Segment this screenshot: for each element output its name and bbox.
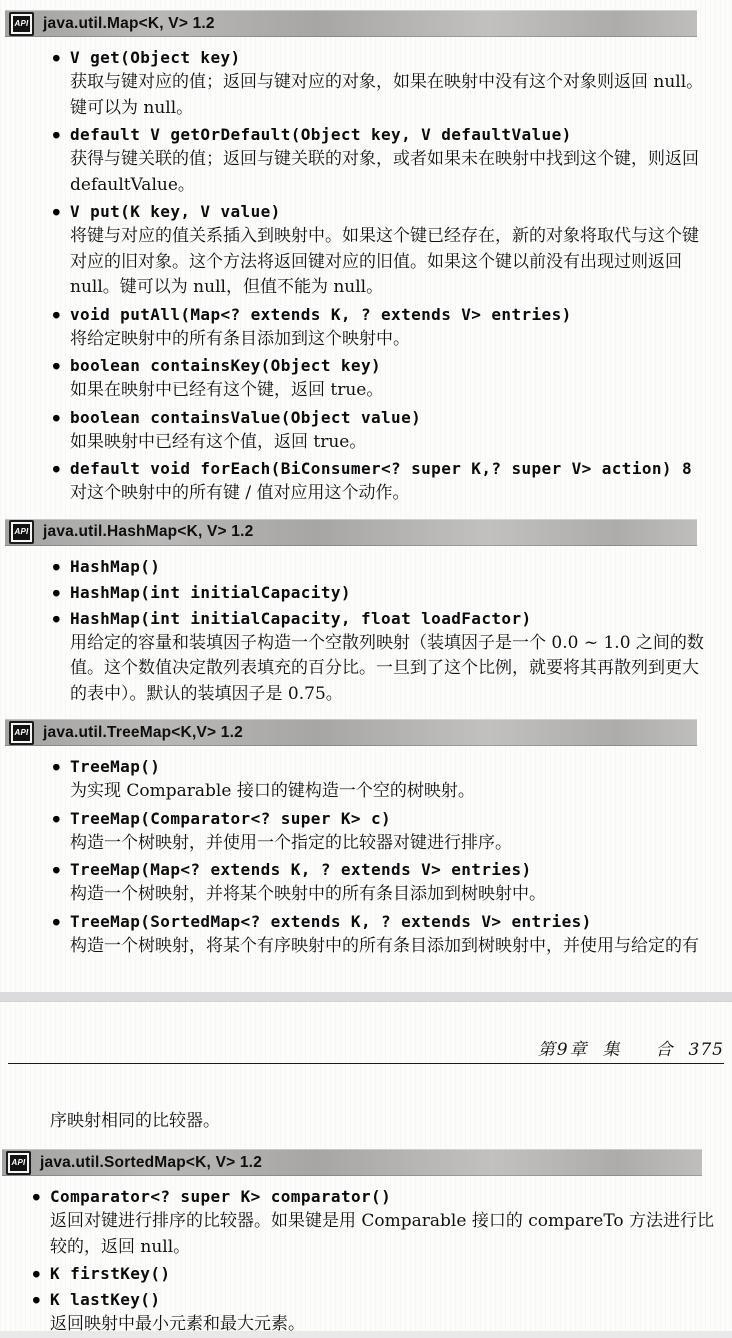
method-signature-text: default V getOrDefault(Object key, V defaultValue) <box>70 125 572 144</box>
method-description-line: 构造一个树映射，将某个有序映射中的所有条目添加到树映射中，并使用与给定的有 <box>70 935 699 956</box>
bullet-icon: ● <box>33 1293 41 1306</box>
bullet-icon: ● <box>53 760 61 773</box>
bullet-icon: ● <box>53 559 61 573</box>
api-section-header-sortedmap <box>2 1149 702 1176</box>
method-signature <box>53 45 718 70</box>
api-section-title: java.util.Map<K, V> 1.2 <box>43 14 215 32</box>
chapter-label: 第9章 <box>537 1040 589 1060</box>
method-signature-text: K firstKey() <box>50 1264 171 1283</box>
method-signature <box>53 554 718 579</box>
api-method-item <box>53 606 718 708</box>
method-description-line: 为实现 Comparable 接口的键构造一个空的树映射。 <box>70 781 475 801</box>
api-method-item <box>53 45 718 121</box>
bullet-icon: ● <box>53 914 61 928</box>
api-badge-icon: API <box>6 1151 31 1175</box>
method-description-line: 对这个映射中的所有键 / 值对应用这个动作。 <box>70 483 410 503</box>
method-description-line: 用给定的容量和装填因子构造一个空散列映射（装填因子是一个 0.0 ~ 1.0 之间的数 <box>70 632 704 653</box>
method-description-line: 返回对键进行排序的比较器。如果键是用 Comparable 接口的 compareTo 方法进行比 <box>50 1211 714 1231</box>
method-description-line: 值。这个数值决定散列表填充的百分比。一旦到了这个比例，就要将其再散列到更大 <box>70 658 699 678</box>
bullet-icon: ● <box>53 811 61 825</box>
method-signature-text: HashMap() <box>70 556 161 576</box>
api-section-header-map <box>5 10 697 37</box>
chapter-title-word: 集 <box>602 1040 620 1060</box>
method-description-line: 如果映射中已经有这个值，返回 true。 <box>70 431 367 452</box>
bullet-icon: ● <box>53 359 61 372</box>
api-method-item <box>33 1287 718 1338</box>
bullet-icon: ● <box>53 863 61 876</box>
method-signature-text: V put(K key, V value) <box>70 202 281 221</box>
method-signature <box>53 606 718 631</box>
running-head <box>8 1040 724 1064</box>
method-signature-text: Comparator<? super K> comparator() <box>50 1187 392 1206</box>
api-section-title: java.util.SortedMap<K, V> 1.2 <box>40 1153 263 1171</box>
api-badge-icon: API <box>9 721 34 745</box>
api-badge-icon: API <box>9 12 34 36</box>
method-description-line: 获取与键对应的值；返回与键对应的对象，如果在映射中没有这个对象则返回 null。 <box>70 72 704 92</box>
chapter-title-word: 合 <box>655 1040 673 1060</box>
api-method-item <box>33 1184 718 1260</box>
method-description-line: 如果在映射中已经有这个键，返回 true。 <box>70 380 384 400</box>
api-method-item <box>53 806 718 857</box>
method-signature-text: boolean containsKey(Object key) <box>70 356 382 375</box>
method-signature <box>53 302 718 327</box>
method-description-line: 对应的旧对象。这个方法将返回键对应的旧值。如果这个键以前没有出现过则返回 <box>70 251 682 272</box>
bullet-icon: ● <box>53 410 61 424</box>
method-signature <box>33 1287 718 1312</box>
method-description-line: 较的，返回 null。 <box>50 1236 191 1257</box>
api-method-item <box>53 456 718 507</box>
method-signature-text: HashMap(int initialCapacity) <box>70 582 351 602</box>
api-method-item <box>53 353 718 404</box>
method-signature-text: default void forEach(BiConsumer<? super K,? super V> action) 8 <box>70 459 693 478</box>
api-section-title: java.util.HashMap<K, V> 1.2 <box>43 523 254 541</box>
method-signature <box>53 909 718 934</box>
method-description-line: 获得与键关联的值；返回与键关联的对象，或者如果未在映射中找到这个键，则返回 <box>70 149 699 169</box>
method-description-line: 构造一个树映射，并使用一个指定的比较器对键进行排序。 <box>70 832 512 853</box>
api-section-header-treemap <box>5 719 697 746</box>
api-method-list <box>53 754 718 959</box>
method-description-line: 将给定映射中的所有条目添加到这个映射中。 <box>70 328 410 349</box>
bullet-icon: ● <box>33 1267 41 1280</box>
method-description-line: 键可以为 null。 <box>70 97 194 118</box>
bullet-icon: ● <box>53 307 61 321</box>
page-number: 375 <box>688 1040 724 1060</box>
method-signature-text: TreeMap(Map<? extends K, ? extends V> entries) <box>70 860 532 879</box>
method-signature <box>33 1261 718 1286</box>
method-signature-text: V get(Object key) <box>70 48 241 67</box>
bullet-icon: ● <box>33 1190 41 1203</box>
method-signature <box>53 754 718 779</box>
bullet-icon: ● <box>53 585 61 599</box>
method-description-line: 返回映射中最小元素和最大元素。 <box>50 1314 305 1334</box>
method-description-line: 的表中）。默认的装填因子是 0.75。 <box>70 683 343 704</box>
api-method-item <box>53 754 718 805</box>
page-scan-divider <box>0 992 732 1002</box>
api-method-item <box>53 909 718 960</box>
api-method-item <box>53 122 718 198</box>
api-section-header-hashmap <box>5 519 697 546</box>
api-method-item <box>53 199 718 301</box>
api-method-list <box>53 554 718 708</box>
bullet-icon: ● <box>53 128 61 141</box>
book-page-lower <box>0 1002 732 1334</box>
method-signature-text: boolean containsValue(Object value) <box>70 407 422 427</box>
method-description-line: 将键与对应的值关系插入到映射中。如果这个键已经存在，新的对象将取代与这个键 <box>70 226 699 246</box>
method-signature <box>53 199 718 224</box>
method-signature-text: HashMap(int initialCapacity, float loadFactor) <box>70 608 532 628</box>
api-badge-icon: API <box>9 520 34 544</box>
bullet-icon: ● <box>53 51 61 64</box>
method-signature-text: TreeMap() <box>70 757 161 776</box>
method-description-line: null。键可以为 null，但值不能为 null。 <box>70 277 384 297</box>
bullet-icon: ● <box>53 205 61 218</box>
api-method-item <box>53 405 718 456</box>
api-section-title: java.util.TreeMap<K,V> 1.2 <box>43 723 243 741</box>
api-method-item <box>53 580 718 605</box>
api-method-item <box>53 302 718 353</box>
method-signature <box>53 456 718 481</box>
bullet-icon: ● <box>53 462 61 475</box>
method-signature <box>53 122 718 147</box>
method-signature <box>53 857 718 882</box>
method-description-line: 构造一个树映射，并将某个映射中的所有条目添加到树映射中。 <box>70 884 546 904</box>
method-signature-text: K lastKey() <box>50 1290 161 1309</box>
api-method-item <box>33 1261 718 1286</box>
method-signature-text: TreeMap(Comparator<? super K> c) <box>70 808 392 828</box>
method-signature <box>53 806 718 831</box>
api-method-item <box>53 554 718 579</box>
api-method-item <box>53 857 718 908</box>
bullet-icon: ● <box>53 611 61 625</box>
method-signature <box>53 353 718 378</box>
method-signature-text: TreeMap(SortedMap<? extends K, ? extends V> entries) <box>70 911 592 931</box>
method-signature <box>33 1184 718 1209</box>
continued-paragraph: 序映射相同的比较器。 <box>50 1111 220 1131</box>
api-method-list <box>33 1184 718 1338</box>
api-method-list <box>53 45 718 507</box>
method-description-line: defaultValue。 <box>70 174 195 195</box>
method-signature-text: void putAll(Map<? extends K, ? extends V> entries) <box>70 304 572 324</box>
method-signature <box>53 580 718 605</box>
method-signature <box>53 405 718 430</box>
